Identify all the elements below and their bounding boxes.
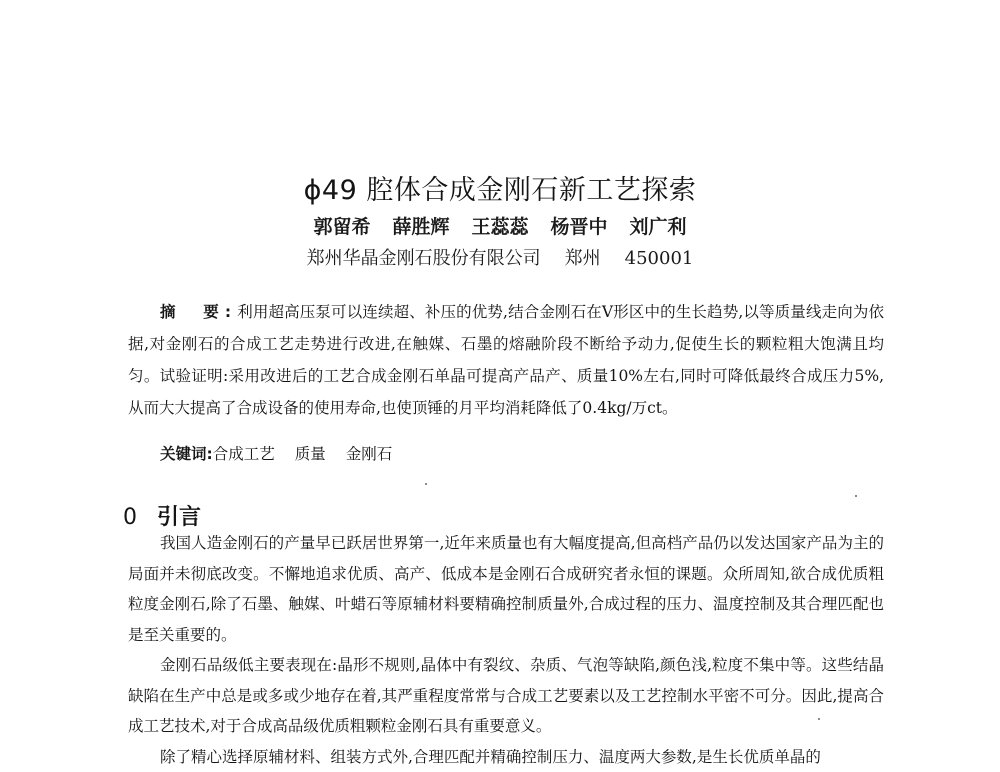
abstract (128, 296, 884, 424)
keywords-label: 关键词: (160, 445, 213, 463)
keyword: 合成工艺 (213, 445, 275, 463)
author-name: 郭留希 (313, 216, 370, 238)
section-heading (123, 500, 201, 531)
body-text (128, 528, 884, 772)
keywords (160, 442, 412, 464)
scan-speck (855, 495, 857, 497)
scan-speck (425, 483, 427, 485)
scan-speck (818, 718, 820, 720)
author-name: 杨晋中 (551, 216, 608, 238)
section-number: 0 (123, 505, 137, 530)
affiliation-org: 郑州华晶金刚石股份有限公司 (307, 248, 541, 269)
paper-title: ϕ49 腔体合成金刚石新工艺探索 (0, 168, 1000, 207)
author-name: 刘广利 (630, 216, 687, 238)
affiliation (0, 244, 1000, 270)
affiliation-postcode: 450001 (625, 248, 694, 269)
author-name: 王蕊蕊 (471, 216, 528, 238)
keyword: 质量 (295, 445, 326, 463)
author-list (0, 212, 1000, 239)
abstract-text: 利用超高压泵可以连续超、补压的优势,结合金刚石在V形区中的生长趋势,以等质量线走向为依据,对金刚石的合成工艺走势进行改进,在触媒、石墨的熔融阶段不断给予动力,促使生长的颗粒粗大饱满且均匀。试验证明:采用改进后的工艺合成金刚石单晶可提高产品产、质量10%左右,同时可降低最终合成压力5%,从而大大提高了合成设备的使用寿命,也使顶锤的月平均消耗降低了0.4kg/万ct。 (128, 303, 884, 417)
paragraph: 金刚石品级低主要表现在:晶形不规则,晶体中有裂纹、杂质、气泡等缺陷,颜色浅,粒度不集中等。这些结晶缺陷在生产中总是或多或少地存在着,其严重程度常常与合成工艺要素以及工艺控制水平密不可分。因此,提高合成工艺技术,对于合成高品级优质粗颗粒金刚石具有重要意义。 (128, 650, 884, 742)
abstract-label: 摘 要: (160, 303, 237, 321)
paragraph: 我国人造金刚石的产量早已跃居世界第一,近年来质量也有大幅度提高,但高档产品仍以发达国家产品为主的局面并未彻底改变。不懈地追求优质、高产、低成本是金刚石合成研究者永恒的课题。众所周知,欲合成优质粗粒度金刚石,除了石墨、触媒、叶蜡石等原辅材料要精确控制质量外,合成过程的压力、温度控制及其合理匹配也是至关重要的。 (128, 528, 884, 650)
author-name: 薛胜辉 (392, 216, 449, 238)
paragraph: 除了精心选择原辅材料、组装方式外,合理匹配并精确控制压力、温度两大参数,是生长优质单晶的 (128, 742, 884, 772)
section-title: 引言 (157, 505, 201, 530)
affiliation-city: 郑州 (565, 248, 601, 269)
keyword: 金刚石 (346, 445, 393, 463)
